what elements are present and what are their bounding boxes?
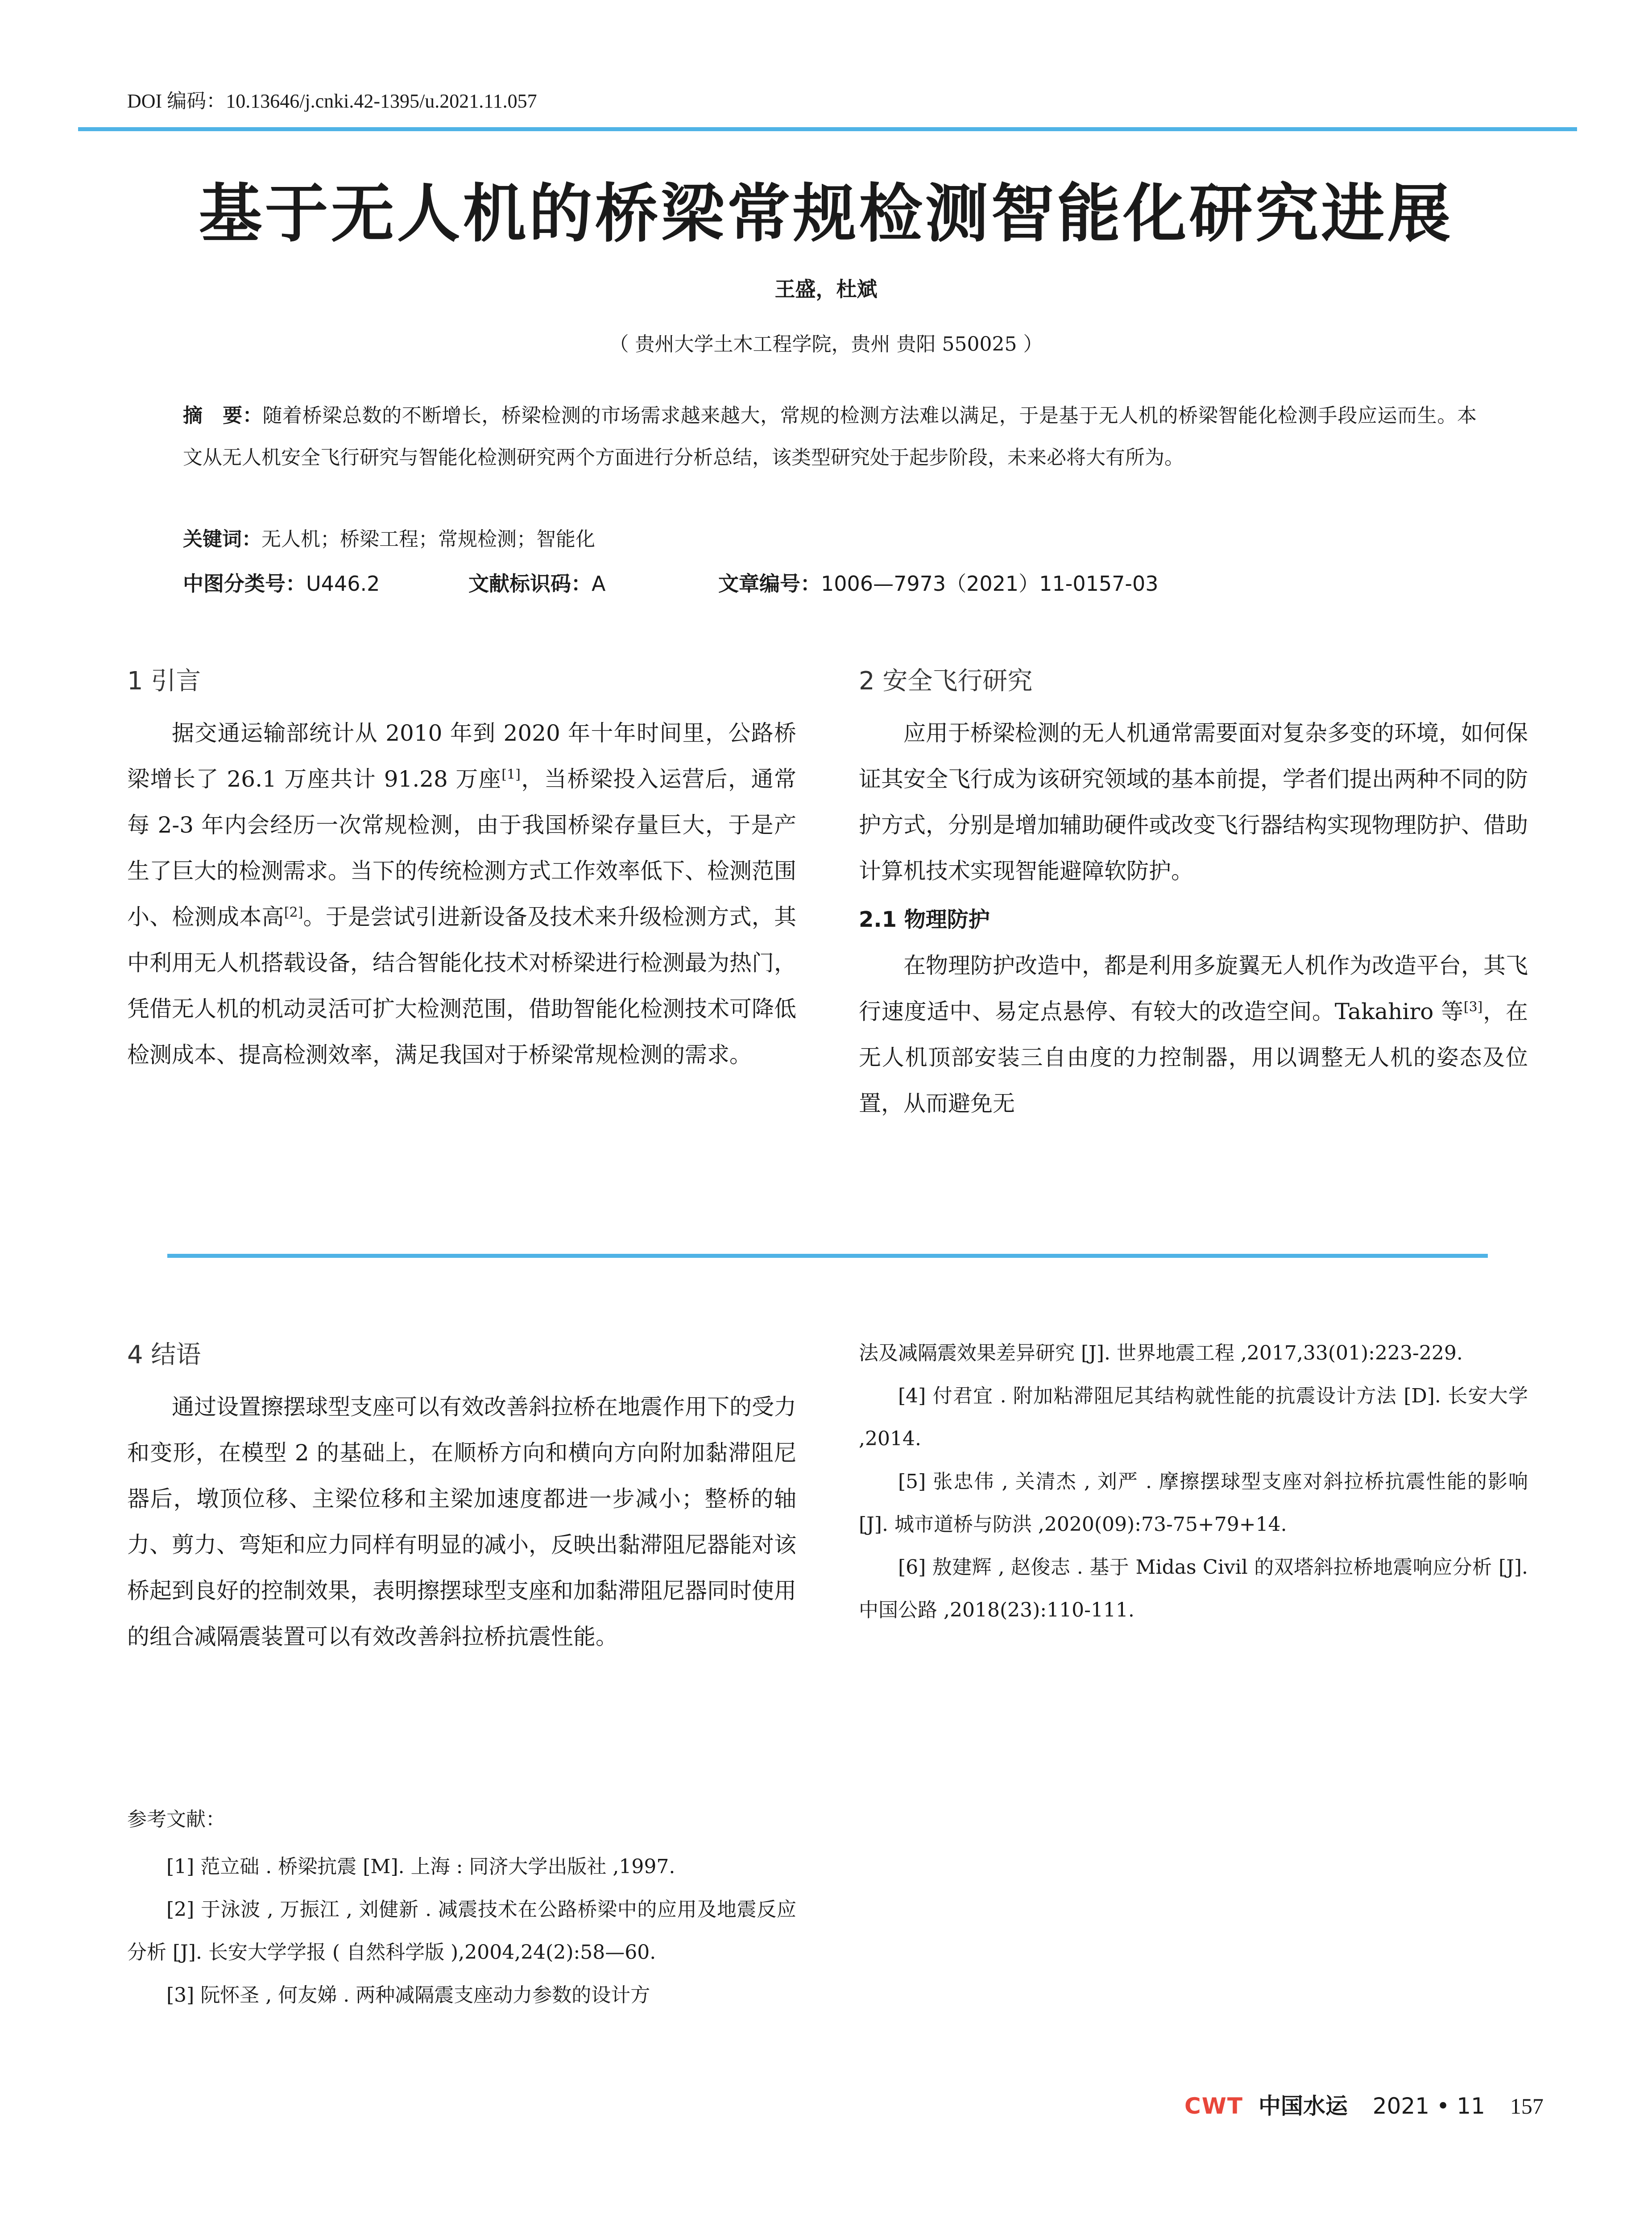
doc-code-value: A xyxy=(592,572,606,596)
page-number: 157 xyxy=(1510,2094,1544,2119)
reference-item: [5] 张忠伟 , 关清杰 , 刘严 . 摩擦摆球型支座对斜拉桥抗震性能的影响 [J]. 城市道桥与防洪 ,2020(09):73-75+79+14. xyxy=(859,1470,1528,1536)
header-rule xyxy=(78,127,1577,131)
section-4-heading: 4 结语 xyxy=(127,1340,201,1369)
clc-value: U446.2 xyxy=(306,572,380,596)
section-2-1-heading: 2.1 物理防护 xyxy=(859,907,990,932)
section-1-paragraph: 据交通运输部统计从 2010 年到 2020 年十年时间里，公路桥梁增长了 26.1 万座共计 91.28 万座[1]，当桥梁投入运营后，通常每 2-3 年内会经历一次常规检测，由于我国桥梁存量巨大，于是产生了巨大的检测需求。当下的传统检测方式工作效率低下、检测范围小、检测成本高[2]。于是尝试引进新设备及技术来升级检测方式，其中利用无人机搭载设备，结合智能化技术对桥梁进行检测最为热门，凭借无人机的机动灵活可扩大检测范围，借助智能化检测技术可降低检测成本、提高检测效率，满足我国对于桥梁常规检测的需求。 xyxy=(127,720,797,1068)
magazine-name: 中国水运 xyxy=(1258,2093,1348,2119)
reference-item: [2] 于泳波 , 万振江 , 刘健新 . 减震技术在公路桥梁中的应用及地震反应分析 [J]. 长安大学学报 ( 自然科学版 ),2004,24(2):58—60. xyxy=(127,1898,796,1964)
section-2-heading: 2 安全飞行研究 xyxy=(859,667,1033,696)
article-no-label: 文章编号： xyxy=(718,572,821,596)
reference-item: [3] 阮怀圣 , 何友娣 . 两种减隔震支座动力参数的设计方 xyxy=(166,1984,650,2007)
keywords-label: 关键词： xyxy=(183,528,261,551)
citation-2: [2] xyxy=(284,904,303,921)
affiliation: （ 贵州大学土木工程学院，贵州 贵阳 550025 ） xyxy=(609,333,1043,356)
section-1-heading: 1 引言 xyxy=(127,667,201,696)
reference-item: [1] 范立础 . 桥梁抗震 [M]. 上海 : 同济大学出版社 ,1997. xyxy=(166,1855,675,1878)
abstract-text: 随着桥梁总数的不断增长，桥梁检测的市场需求越来越大，常规的检测方法难以满足，于是基于无人机的桥梁智能化检测手段应运而生。本文从无人机安全飞行研究与智能化检测研究两个方面进行分析总结，该类型研究处于起步阶段，未来必将大有所为。 xyxy=(183,404,1477,469)
keywords-text: 无人机；桥梁工程；常规检测；智能化 xyxy=(261,528,595,551)
section-4 xyxy=(127,1332,796,1660)
cwt-logo: CWT xyxy=(1184,2093,1243,2119)
middle-rule xyxy=(167,1254,1488,1258)
references-right xyxy=(859,1332,1528,1632)
citation-3: [3] xyxy=(1463,999,1483,1015)
classification-line xyxy=(183,568,1159,597)
section-4-paragraph: 通过设置擦摆球型支座可以有效改善斜拉桥在地震作用下的受力和变形，在模型 2 的基础上，在顺桥方向和横向方向附加黏滞阻尼器后，墩顶位移、主梁位移和主梁加速度都进一步减小；整桥的轴力、剪力、弯矩和应力同样有明显的减小，反映出黏滞阻尼器能对该桥起到良好的控制效果，表明擦摆球型支座和加黏滞阻尼器同时使用的组合减隔震装置可以有效改善斜拉桥抗震性能。 xyxy=(127,1394,796,1650)
clc-label: 中图分类号： xyxy=(183,572,306,596)
doi-line: DOI 编码：10.13646/j.cnki.42-1395/u.2021.11.057 xyxy=(127,90,537,112)
reference-item-continued: 法及减隔震效果差异研究 [J]. 世界地震工程 ,2017,33(01):223-229. xyxy=(859,1342,1463,1364)
abstract xyxy=(183,395,1477,479)
abstract-label: 摘 要： xyxy=(183,404,263,427)
references-left xyxy=(127,1798,796,2017)
reference-item: [6] 敖建辉 , 赵俊志 . 基于 Midas Civil 的双塔斜拉桥地震响应分析 [J]. 中国公路 ,2018(23):110-111. xyxy=(859,1556,1528,1621)
section-1 xyxy=(127,658,796,1078)
article-no-value: 1006—7973（2021）11-0157-03 xyxy=(821,572,1159,596)
citation-1: [1] xyxy=(501,767,521,783)
section-2-paragraph-2: 在物理防护改造中，都是利用多旋翼无人机作为改造平台，其飞行速度适中、易定点悬停、有较大的改造空间。Takahiro 等[3]，在无人机顶部安装三自由度的力控制器，用以调整无人机的姿态及位置，从而避免无 xyxy=(859,953,1528,1116)
issue-number: 2021 • 11 xyxy=(1372,2093,1485,2119)
authors: 王盛，杜斌 xyxy=(774,277,878,301)
page-footer xyxy=(1184,2088,1544,2120)
doc-code-label: 文献标识码： xyxy=(468,572,592,596)
keywords xyxy=(183,523,595,552)
paper-title: 基于无人机的桥梁常规检测智能化研究进展 xyxy=(199,177,1453,251)
reference-item: [4] 付君宜 . 附加粘滞阻尼其结构就性能的抗震设计方法 [D]. 长安大学 ,2014. xyxy=(859,1385,1528,1450)
section-2-paragraph-1: 应用于桥梁检测的无人机通常需要面对复杂多变的环境，如何保证其安全飞行成为该研究领域的基本前提，学者们提出两种不同的防护方式，分别是增加辅助硬件或改变飞行器结构实现物理防护、借助计算机技术实现智能避障软防护。 xyxy=(859,720,1528,884)
references-heading: 参考文献： xyxy=(127,1808,225,1831)
section-2 xyxy=(859,658,1528,1127)
